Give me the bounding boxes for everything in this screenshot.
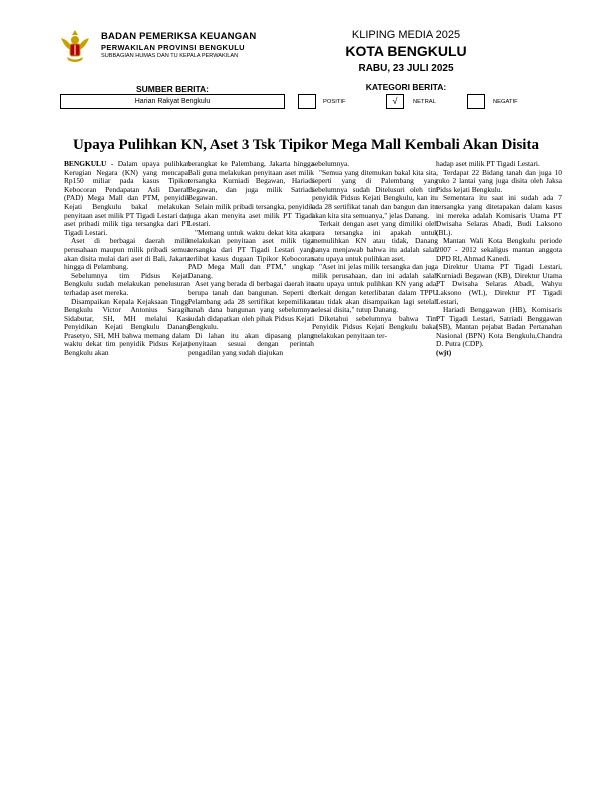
checkbox-positif: [298, 94, 316, 109]
article-column-3: [312, 160, 438, 340]
org-name: BADAN PEMERIKSA KEUANGAN: [101, 31, 257, 42]
bpk-emblem-icon: [58, 28, 92, 64]
kliping-title: KLIPING MEDIA 2025: [351, 29, 461, 41]
article-paragraph: sebelumnya.: [312, 159, 350, 168]
article-paragraph: "Memang untuk waktu dekat kita akan melakukan penyitaan aset milik tiga tersangka dari PT Tigadi Lestari yang terlibat kasus dugaan Tipikor Kebocoran PAD Mega Mall dan PTM," ungkap Danang.: [188, 227, 314, 280]
article-paragraph: Aset di berbagai daerah milik perusahaan maupun milik pribadi semua akan disita mulai dari aset di Bali, Jakarta hingga di Pelambang.: [64, 236, 190, 272]
article-paragraph: berangkat ke Palembang, Jakarta hingga Bali guna melakukan penyitaan aset milik tersangka Kurniadi Begawan, Hariadi Begawan, dan juga milik Satriadi Begawan.: [188, 159, 314, 203]
article-paragraph: Aset yang berada di berbagai daerah itu berupa tanah dan bangunan. Seperti di Pelambang ada 28 sertifikat kepemilikan tanah dana bangunan yang sebelumnya sudah didapatkan oleh pihak Pidsus Kejati Bengkulu.: [188, 279, 314, 332]
city-title: KOTA BENGKULU: [345, 43, 467, 59]
article-paragraph: Di lahan itu akan dipasang plang penyitaan sesuai dengan perintah pengadilan yang sudah diajukan: [188, 330, 314, 358]
article-paragraph: Terdapat 22 Bidang tanah dan juga 10 ruko 2 lantai yang juga disita oleh Jaksa Pidss kejati Bengkulu.: [436, 167, 562, 194]
org-unit: SUBBAGIAN HUMAS DAN TU KEPALA PERWAKILAN: [101, 53, 239, 59]
category-label: KATEGORI BERITA:: [365, 82, 447, 92]
article-paragraph: Sementara itu saat ini sudah ada 7 tersangka yang ditetapakan dalam kasus ini mereka adalah Komisaris Utama PT Dwisaha Selaras Abadi, Budi Laksono (BL).: [436, 193, 562, 237]
checkbox-label-netral: NETRAL: [413, 99, 436, 105]
article-paragraph: BENGKULU - Dalam upaya pulihkan Kerugian Negara (KN) yang mencapai Rp150 miliar pada kasus Tipikor Kebocoran Pendapatan Asli Daerah (PAD) Mega Mall dan PTM, penyidik Kejati Bengkulu bakal melakukan penyitaan aset milik PT Tigadi Lestari dan aset pribadi milik tiga tersangka dari PT Tigadi Lestari.: [64, 159, 190, 237]
date-label: RABU, 23 JULI 2025: [358, 63, 454, 74]
article-signature: (wjt): [436, 348, 452, 358]
checkbox-label-negatif: NEGATIF: [493, 99, 518, 105]
source-label: SUMBER BERITA:: [135, 84, 210, 94]
article-paragraph: "Semua yang ditemukan bakal kita sita, seperti yang di Palembang yang sebelumnya sudah Ditelusuri oleh tim penyidik Pidsus Kejati Bengkulu, kan itu ada 28 sertifikat tanah dan bangun dan itu akan kita sita semuanya," jelas Danang.: [312, 167, 438, 220]
article-paragraph: Sebelumnya tim Pidsus Kejati Bengkulu sudah melakukan penelusuran terhadap aset mereka.: [64, 270, 190, 297]
article-paragraph: Diketahui sebelumnya bahwa Tim Penyidik Pidsus Kejati Bengkulu bakal melakukan penyitaan ter-: [312, 313, 438, 340]
article-paragraph: Direktur Utama PT Tigadi Lestari, Kurniadi Begawan (KB), Direktur Utama PT Dwisaha Selaras Abadi, Wahyu Laksono (WL), Direktur PT Tigadi Lestari,: [436, 262, 562, 306]
org-branch: PERWAKILAN PROVINSI BENGKULU: [101, 43, 245, 52]
article-column-4: [436, 160, 562, 358]
article-paragraph: Hariadi Benggawan (HB), Komisaris PT Tigadi Lestari, Satriadi Benggawan (SB), Mantan pejabat Badan Pertanahan Nasional (BPN) Kota Bengkulu,Chandra D. Putra (CDP).: [436, 305, 562, 349]
source-field: Harian Rakyat Bengkulu: [60, 94, 285, 109]
article-column-2: [188, 160, 314, 358]
article-paragraph: Mantan Wali Kota Bengkulu periode 2007 - 2012 sekaligus mantan anggota DPD RI, Ahmad Kanedi.: [436, 236, 562, 263]
checkbox-netral: √: [386, 94, 404, 109]
article-paragraph: Disampaikan Kepala Kejaksaan Tinggi Bengkulu Victor Antonius Saragih Sidabutar, SH, MH melalui Kasi Penyidikan Kejati Bengkulu Danang Prasetyo, SH, MH bahwa memang dalam waktu dekat tim penyidik Pidsus Kejati Bengkulu akan: [64, 296, 190, 358]
checkbox-negatif: [467, 94, 485, 109]
article-paragraph: Terkait dengan aset yang dimiliki oleh para tersangka ini apakah untuk memulihkan KN atau tidak, Danang hanya menjawab bahwa itu adalah salah satu upaya untuk pulihkan aset.: [312, 219, 438, 263]
checkbox-label-positif: POSITIF: [323, 99, 346, 105]
article-headline: Upaya Pulihkan KN, Aset 3 Tsk Tipikor Mega Mall Kembali Akan Disita: [73, 137, 539, 153]
article-dateline: BENGKULU: [64, 159, 107, 168]
article-paragraph: "Aset ini jelas milik tersangka dan juga milik perusahaan, dan ini adalah salah satu upaya untuk pulihkan KN yang ada, terkait dengan keterlibatan dalam TPPU atau tidak akan disampaikan lagi setelah selesai disita," tutup Danang.: [312, 262, 438, 315]
article-paragraph: hadap aset milik PT Tigadi Lestari.: [436, 159, 540, 168]
article-paragraph: Selain milik pribadi tersangka, penyidik juga akan menyita aset milik PT Tigadi Lestari.: [188, 201, 314, 229]
article-column-1: [64, 160, 190, 358]
